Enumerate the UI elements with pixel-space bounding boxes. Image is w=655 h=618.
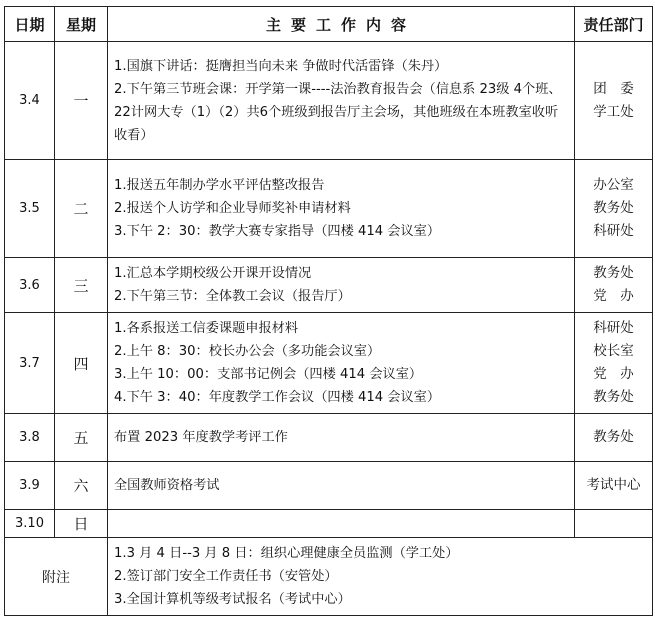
- task-item: 2.上午 8：30：校长办公会（多功能会议室）: [114, 344, 381, 359]
- weekday-cell: 四: [55, 313, 108, 414]
- dept-cell: [575, 42, 653, 160]
- date-cell: 3.9: [5, 462, 55, 510]
- content-cell: [108, 313, 575, 414]
- dept-item: 教务处: [593, 200, 634, 216]
- table-row: [5, 160, 653, 258]
- task-item: 2.下午第三节班会课：开学第一课----法治教育报告会（信息系 23级 4个班、22计网大专（1）（2）共6个班级到报告厅主会场，其他班级在本班教室收听收看）: [114, 81, 562, 143]
- task-item: 1.各系报送工信委课题申报材料: [114, 321, 299, 336]
- dept-cell: [575, 160, 653, 258]
- table-row: [5, 510, 653, 538]
- notes-content: [108, 538, 653, 616]
- task-item: 3.上午 10：00：支部书记例会（四楼 414 会议室）: [114, 367, 423, 382]
- table-row: [5, 42, 653, 160]
- task-item: 2.下午第三节：全体教工会议（报告厅）: [114, 289, 351, 304]
- task-item: 全国教师资格考试: [114, 478, 220, 493]
- dept-cell: [575, 462, 653, 510]
- dept-cell: [575, 510, 653, 538]
- weekday-cell: 日: [55, 510, 108, 538]
- table-row: [5, 313, 653, 414]
- notes-row: [5, 538, 653, 616]
- dept-item: 党 办: [593, 288, 634, 304]
- dept-item: 考试中心: [586, 477, 641, 493]
- notes-label: 附注: [5, 538, 108, 616]
- task-item: 3.下午 2：30：教学大赛专家指导（四楼 414 会议室）: [114, 224, 441, 239]
- task-item: 1.报送五年制办学水平评估整改报告: [114, 178, 325, 193]
- table-row: [5, 414, 653, 462]
- dept-cell: [575, 414, 653, 462]
- task-item: 1.汇总本学期校级公开课开设情况: [114, 266, 312, 281]
- dept-cell: [575, 313, 653, 414]
- content-cell: [108, 462, 575, 510]
- task-item: 布置 2023 年度教学考评工作: [114, 430, 288, 445]
- dept-cell: [575, 258, 653, 313]
- table-row: [5, 462, 653, 510]
- note-item: 3.全国计算机等级考试报名（考试中心）: [114, 592, 351, 607]
- header-row: [5, 7, 653, 42]
- content-cell: [108, 414, 575, 462]
- task-item: 1.国旗下讲话：挺膺担当向未来 争做时代活雷锋（朱丹）: [114, 58, 448, 74]
- header-weekday: 星期: [55, 7, 108, 42]
- dept-item: 校长室: [593, 343, 634, 359]
- content-cell: [108, 510, 575, 538]
- date-cell: 3.10: [5, 510, 55, 538]
- dept-item: 教务处: [593, 265, 634, 281]
- table-row: [5, 258, 653, 313]
- weekday-cell: 五: [55, 414, 108, 462]
- header-date: 日期: [5, 7, 55, 42]
- weekday-cell: 二: [55, 160, 108, 258]
- schedule-body: [5, 42, 653, 616]
- content-cell: [108, 42, 575, 160]
- task-item: 2.报送个人访学和企业导师奖补申请材料: [114, 201, 351, 216]
- dept-item: 教务处: [593, 429, 634, 445]
- task-item: 4.下午 3：40：年度教学工作会议（四楼 414 会议室）: [114, 390, 441, 405]
- dept-item: 团 委: [593, 80, 634, 97]
- header-content: 主要工作内容: [108, 7, 575, 42]
- weekday-cell: 三: [55, 258, 108, 313]
- note-item: 2.签订部门安全工作责任书（安管处）: [114, 569, 338, 584]
- header-dept: 责任部门: [575, 7, 653, 42]
- date-cell: 3.5: [5, 160, 55, 258]
- dept-item: 学工处: [593, 103, 634, 120]
- dept-item: 党 办: [593, 366, 634, 382]
- weekday-cell: 一: [55, 42, 108, 160]
- weekday-cell: 六: [55, 462, 108, 510]
- date-cell: 3.4: [5, 42, 55, 160]
- date-cell: 3.8: [5, 414, 55, 462]
- dept-item: 办公室: [593, 177, 634, 193]
- date-cell: 3.7: [5, 313, 55, 414]
- dept-item: 教务处: [593, 389, 634, 405]
- note-item: 1.3 月 4 日--3 月 8 日：组织心理健康全员监测（学工处）: [114, 546, 459, 561]
- date-cell: 3.6: [5, 258, 55, 313]
- dept-item: 科研处: [593, 320, 634, 336]
- content-cell: [108, 258, 575, 313]
- dept-item: 科研处: [593, 223, 634, 239]
- schedule-table: [4, 6, 653, 616]
- content-cell: [108, 160, 575, 258]
